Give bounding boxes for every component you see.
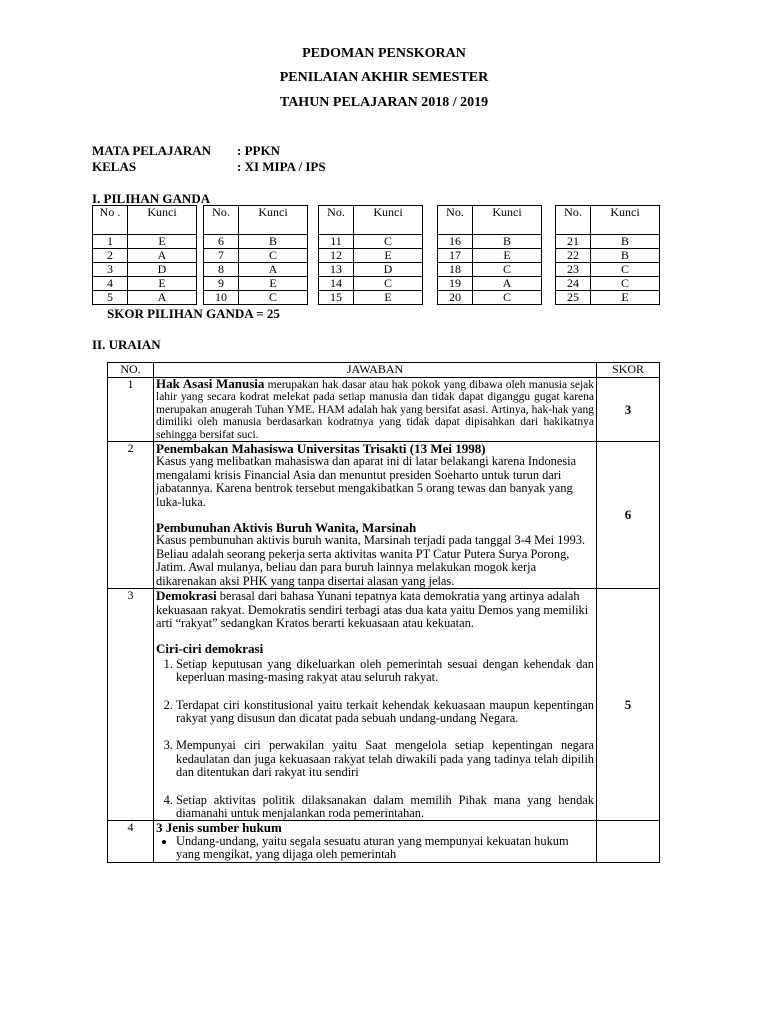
col-kunci-header: Kunci: [591, 206, 660, 235]
question-number: 3: [108, 589, 154, 821]
key-answer: E: [128, 235, 197, 249]
key-no: 1: [93, 235, 128, 249]
question-score: 3: [597, 378, 660, 442]
col-no-header: No.: [204, 206, 239, 235]
key-answer: B: [591, 235, 660, 249]
key-no: 11: [319, 235, 354, 249]
question-number: 2: [108, 442, 154, 589]
question-score: 6: [597, 442, 660, 589]
key-answer: C: [354, 235, 423, 249]
ciri-list: [156, 658, 594, 821]
col-no-header: NO.: [108, 363, 154, 378]
key-no: 5: [93, 291, 128, 305]
list-item: 2. Terdapat ciri konstitusional yaitu terkait kehendak kekuasaan maupun kepentingan rakyat yang disusun dan dicatat pada sebuah undang-undang Negara.: [176, 699, 594, 726]
key-no: 18: [438, 263, 473, 277]
answer-text: Kasus yang melibatkan mahasiswa dan aparat ini di latar belakangi karena Indonesia mengalami krisis Financial Asia dan menuntut presiden Soeharto untuk turun dari jabatannya. Karena bentrok tersebut mengakibatkan 5 orang tewas dan banyak yang luka-luka.: [156, 454, 577, 509]
key-no: 20: [438, 291, 473, 305]
key-answer: B: [591, 249, 660, 263]
list-item: 4. Setiap aktivitas politik dilaksanakan dalam memilih Pihak mana yang hendak diamanahi untuk menjalankan roda pemerintahan.: [176, 794, 594, 821]
key-no: 22: [556, 249, 591, 263]
answer-text: merupakan hak dasar atau hak pokok yang dibawa oleh manusia sejak lahir yang secara kodrat melekat pada setiap manusia dan tidak dapat diganggu gugat karena merupakan anugerah Tuhan YME. HAM adalah hak yang bersifat asasi. Artinya, hak-hak yang dimiliki oleh manusia berdasarkan kodratnya yang tidak dapat dipisahkan dari hakikatnya sehingga bersifat suci.: [156, 379, 594, 441]
answer-key-table-1: [92, 205, 197, 305]
key-answer: A: [128, 249, 197, 263]
doc-title-2: PENILAIAN AKHIR SEMESTER: [279, 70, 489, 85]
key-no: 21: [556, 235, 591, 249]
col-kunci-header: Kunci: [354, 206, 423, 235]
key-no: 7: [204, 249, 239, 263]
answer-subtitle: Penembakan Mahasiswa Universitas Trisakti (13 Mei 1998): [156, 441, 486, 457]
key-no: 3: [93, 263, 128, 277]
col-no-header: No .: [93, 206, 128, 235]
col-skor-header: SKOR: [597, 363, 660, 378]
key-no: 17: [438, 249, 473, 263]
key-no: 15: [319, 291, 354, 305]
key-answer: B: [239, 235, 308, 249]
table-row: [108, 442, 660, 589]
doc-title-1: PEDOMAN PENSKORAN: [302, 46, 466, 61]
mapel-label: MATA PELAJARAN: [92, 143, 212, 158]
key-no: 10: [204, 291, 239, 305]
sumber-hukum-list: [156, 835, 594, 862]
key-answer: E: [354, 249, 423, 263]
key-no: 19: [438, 277, 473, 291]
answer-text: Kasus pembunuhan aktivis buruh wanita, Marsinah terjadi pada tanggal 3-4 Mei 1993. Beliau adalah seorang pekerja serta aktivitas wanita PT Catur Putera Surya Porong, Jatim. Awal mulanya, beliau dan para buruh lainnya melakukan mogok kerja dikarenakan aksi PHK yang tanpa disertai alasan yang jelas.: [156, 533, 586, 588]
col-kunci-header: Kunci: [239, 206, 308, 235]
mapel-value: : PPKN: [237, 143, 280, 158]
essay-table: [107, 362, 660, 863]
key-answer: A: [239, 263, 308, 277]
key-no: 13: [319, 263, 354, 277]
list-item: 3. Mempunyai ciri perwakilan yaitu Saat mengelola setiap kepentingan negara kedaulatan dan juga kekuasaan rakyat telah diwakili pada yang tadinya telah dipilih dan ditentukan dari rakyat itu sendiri: [176, 739, 594, 779]
key-no: 16: [438, 235, 473, 249]
answer-key-table-2: [203, 205, 308, 305]
col-kunci-header: Kunci: [473, 206, 542, 235]
key-answer: E: [128, 277, 197, 291]
question-number: 4: [108, 821, 154, 862]
key-answer: A: [473, 277, 542, 291]
key-no: 24: [556, 277, 591, 291]
key-no: 25: [556, 291, 591, 305]
key-answer: C: [591, 277, 660, 291]
doc-title-3: TAHUN PELAJARAN 2018 / 2019: [279, 95, 489, 110]
col-no-header: No.: [438, 206, 473, 235]
question-score: 5: [597, 589, 660, 821]
answer-term: Hak Asasi Manusia: [156, 376, 265, 391]
key-no: 2: [93, 249, 128, 263]
col-no-header: No.: [556, 206, 591, 235]
answer-subtitle: Ciri-ciri demokrasi: [156, 641, 264, 657]
pg-heading: I. PILIHAN GANDA: [92, 191, 211, 206]
answer-term: Demokrasi: [156, 588, 217, 604]
kelas-value: : XI MIPA / IPS: [237, 159, 326, 174]
table-row: [108, 589, 660, 821]
key-answer: E: [354, 291, 423, 305]
key-answer: E: [473, 249, 542, 263]
answer-key-table-5: [555, 205, 660, 305]
key-no: 4: [93, 277, 128, 291]
key-answer: E: [239, 277, 308, 291]
uraian-heading: II. URAIAN: [92, 337, 161, 352]
col-no-header: No.: [319, 206, 354, 235]
key-no: 6: [204, 235, 239, 249]
key-answer: D: [354, 263, 423, 277]
key-answer: C: [239, 249, 308, 263]
key-answer: C: [239, 291, 308, 305]
kelas-label: KELAS: [92, 159, 137, 174]
answer-text: berasal dari bahasa Yunani tepatnya kata demokratia yang artinya adalah kekuasaan rakyat. Demokratis sendiri terbagi atas dua kata yaitu Demos yang memiliki arti “rakyat” sedangkan Kratos berarti kekuasaan atau kekuatan.: [156, 589, 589, 630]
key-answer: C: [473, 291, 542, 305]
list-item: • Undang-undang, yaitu segala sesuatu aturan yang mempunyai kekuatan hukum yang mengikat, yang dijaga oleh pemerintah: [176, 835, 594, 862]
col-kunci-header: Kunci: [128, 206, 197, 235]
key-no: 9: [204, 277, 239, 291]
key-no: 14: [319, 277, 354, 291]
answer-key-table-4: [437, 205, 542, 305]
key-answer: B: [473, 235, 542, 249]
list-item: 1. Setiap keputusan yang dikeluarkan oleh pemerintah sesuai dengan kehendak dan keperluan masing-masing rakyat atau seluruh rakyat.: [176, 658, 594, 685]
key-no: 8: [204, 263, 239, 277]
question-number: 1: [108, 378, 154, 442]
key-answer: A: [128, 291, 197, 305]
pg-score: SKOR PILIHAN GANDA = 25: [107, 306, 280, 321]
table-row: [108, 378, 660, 442]
key-answer: E: [591, 291, 660, 305]
table-row: [108, 821, 660, 862]
answer-subtitle: Pembunuhan Aktivis Buruh Wanita, Marsinah: [156, 520, 417, 536]
answer-subtitle: 3 Jenis sumber hukum: [156, 820, 282, 836]
key-answer: D: [128, 263, 197, 277]
col-jawaban-header: JAWABAN: [154, 363, 597, 378]
key-no: 12: [319, 249, 354, 263]
key-answer: C: [354, 277, 423, 291]
key-answer: C: [591, 263, 660, 277]
key-no: 23: [556, 263, 591, 277]
answer-key-table-3: [318, 205, 423, 305]
key-answer: C: [473, 263, 542, 277]
